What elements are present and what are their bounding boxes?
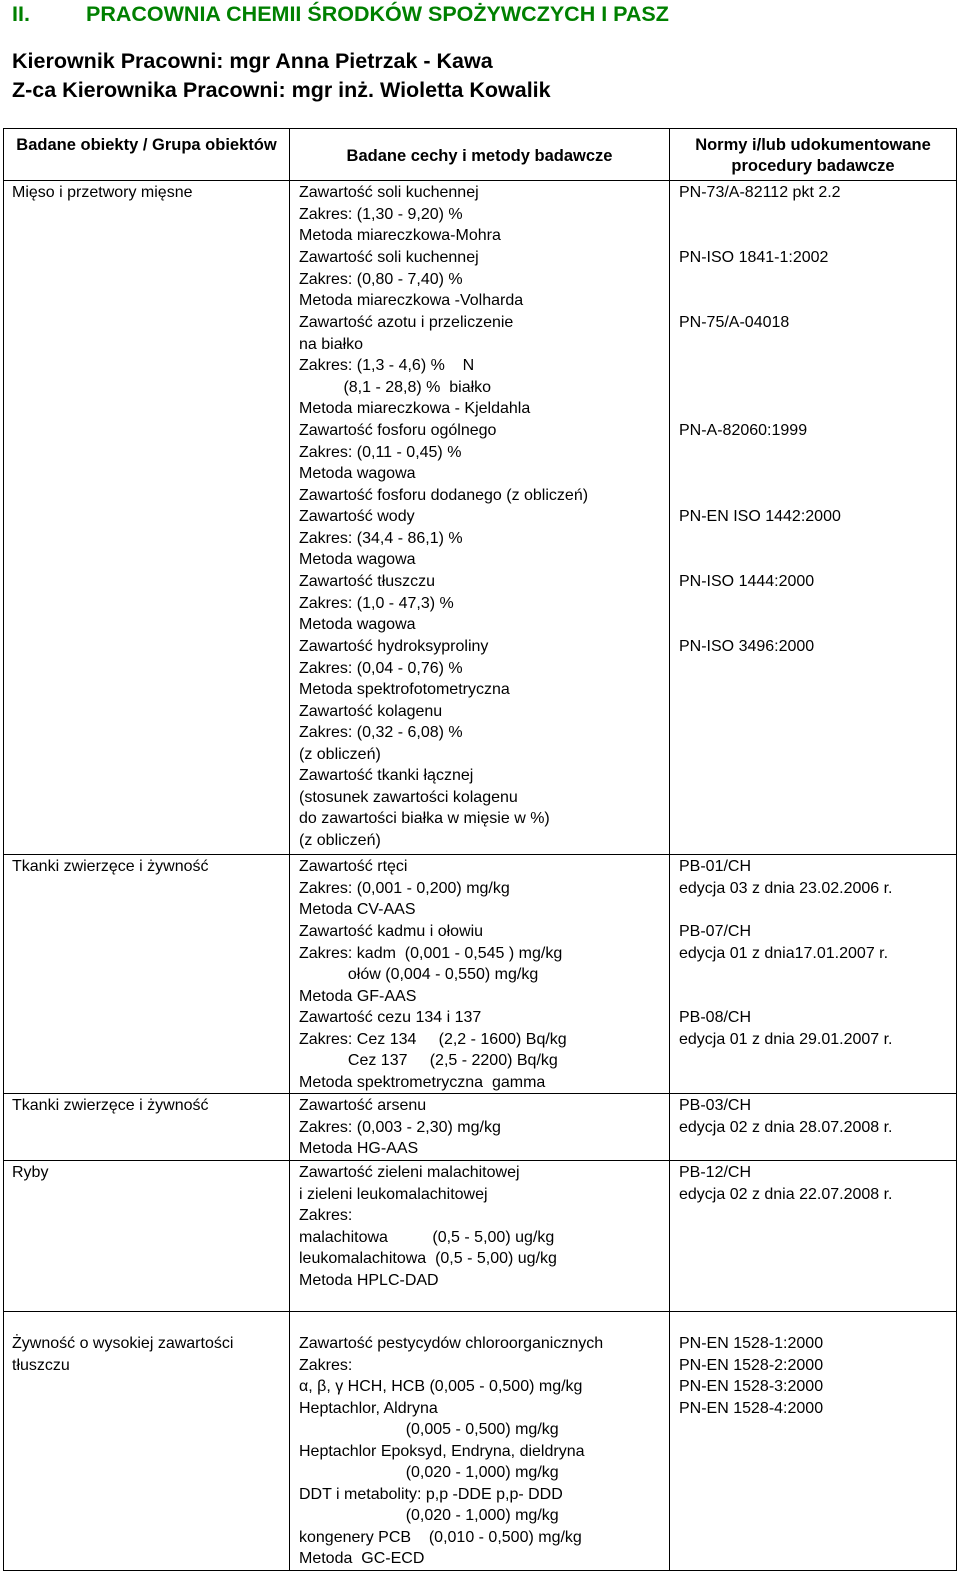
- object-name: Tkanki zwierzęce i żywność: [12, 858, 209, 875]
- method-entry: Zawartość soli kuchennej Zakres: (1,30 - 9,20) % Metoda miareczkowa-Mohra: [299, 184, 501, 244]
- lab-manager: Kierownik Pracowni: mgr Anna Pietrzak - Kawa: [12, 49, 493, 73]
- method-entry: Zawartość rtęci Zakres: (0,001 - 0,200) mg/kg Metoda CV-AAS: [299, 858, 510, 918]
- norm-entry: PN-ISO 3496:2000: [679, 638, 815, 655]
- method-cell: [290, 855, 670, 1094]
- norm-entry: PN-75/A-04018: [679, 314, 790, 331]
- table-row: [4, 1161, 957, 1312]
- norm-entry: PN-73/A-82112 pkt 2.2: [679, 184, 841, 201]
- methods-table: [3, 128, 957, 1571]
- object-cell: [4, 855, 290, 1094]
- norm-cell: [670, 1312, 957, 1571]
- header-norms: Normy i/lub udokumentowane procedury badawcze: [670, 129, 957, 181]
- method-entry: Zawartość cezu 134 i 137 Zakres: Cez 134 (2,2 - 1600) Bq/kg Cez 137 (2,5 - 2200) Bq/kg Metoda spektrometryczna gamma: [299, 1009, 567, 1091]
- method-entry: Zawartość soli kuchennej Zakres: (0,80 - 7,40) % Metoda miareczkowa -Volharda: [299, 249, 524, 309]
- method-entry: Zawartość zieleni malachitowej i zieleni leukomalachitowej Zakres: malachitowa (0,5 - 5,00) ug/kg leukomalachitowa (0,5 - 5,00) ug/kg Metoda HPLC-DAD: [299, 1164, 557, 1289]
- table-body: [4, 181, 957, 1571]
- method-entry: Zawartość tkanki łącznej (stosunek zawartości kolagenu do zawartości białka w mięsie w %) (z obliczeń): [299, 767, 550, 849]
- norm-entry: PN-ISO 1444:2000: [679, 573, 815, 590]
- section-number: II.: [12, 2, 30, 26]
- method-cell: [290, 1312, 670, 1571]
- section-title: PRACOWNIA CHEMII ŚRODKÓW SPOŻYWCZYCH I PASZ: [86, 2, 669, 26]
- norm-entry: PB-03/CH edycja 02 z dnia 28.07.2008 r.: [679, 1097, 893, 1136]
- table-header-row: [4, 129, 957, 181]
- method-cell: [290, 1094, 670, 1161]
- norm-entry: PB-08/CH edycja 01 z dnia 29.01.2007 r.: [679, 1009, 893, 1048]
- object-cell: [4, 181, 290, 855]
- norm-cell: [670, 1161, 957, 1312]
- norm-entry: PN-A-82060:1999: [679, 422, 808, 439]
- method-entry: Zawartość azotu i przeliczenie na białko Zakres: (1,3 - 4,6) % N (8,1 - 28,8) % białko Metoda miareczkowa - Kjeldahla: [299, 314, 531, 417]
- table-row: [4, 181, 957, 855]
- norm-entry: PB-01/CH edycja 03 z dnia 23.02.2006 r.: [679, 858, 893, 897]
- lab-deputy-manager: Z-ca Kierownika Pracowni: mgr inż. Wioletta Kowalik: [12, 78, 551, 102]
- object-cell: [4, 1161, 290, 1312]
- method-cell: [290, 181, 670, 855]
- object-cell: [4, 1094, 290, 1161]
- object-name: Tkanki zwierzęce i żywność: [12, 1097, 209, 1114]
- method-entry: Zawartość wody Zakres: (34,4 - 86,1) % Metoda wagowa: [299, 508, 463, 568]
- norm-cell: [670, 1094, 957, 1161]
- table-row: [4, 855, 957, 1094]
- table-row: [4, 1094, 957, 1161]
- method-entry: Zawartość tłuszczu Zakres: (1,0 - 47,3) % Metoda wagowa: [299, 573, 454, 633]
- norm-entry: PN-EN ISO 1442:2000: [679, 508, 841, 525]
- object-name: Żywność o wysokiej zawartości tłuszczu: [12, 1335, 234, 1374]
- object-name: Mięso i przetwory mięsne: [12, 184, 193, 201]
- method-entry: Zawartość hydroksyproliny Zakres: (0,04 - 0,76) % Metoda spektrofotometryczna Zawartość kolagenu Zakres: (0,32 - 6,08) % (z obliczeń): [299, 638, 510, 763]
- norm-entry: PB-07/CH edycja 01 z dnia17.01.2007 r.: [679, 923, 889, 962]
- method-entry: Zawartość arsenu Zakres: (0,003 - 2,30) mg/kg Metoda HG-AAS: [299, 1097, 501, 1157]
- norm-entry: PN-EN 1528-1:2000 PN-EN 1528-2:2000 PN-EN 1528-3:2000 PN-EN 1528-4:2000: [679, 1335, 824, 1417]
- norm-entry: PB-12/CH edycja 02 z dnia 22.07.2008 r.: [679, 1164, 893, 1203]
- norm-entry: PN-ISO 1841-1:2002: [679, 249, 829, 266]
- object-cell: [4, 1312, 290, 1571]
- method-entry: Zawartość kadmu i ołowiu Zakres: kadm (0,001 - 0,545 ) mg/kg ołów (0,004 - 0,550) mg/kg Metoda GF-AAS: [299, 923, 563, 1005]
- method-cell: [290, 1161, 670, 1312]
- section-heading: [12, 2, 669, 27]
- header-methods: Badane cechy i metody badawcze: [290, 129, 670, 181]
- norm-cell: [670, 855, 957, 1094]
- method-entry: Zawartość pestycydów chloroorganicznych Zakres: α, β, γ HCH, HCB (0,005 - 0,500) mg/kg Heptachlor, Aldryna (0,005 - 0,500) mg/kg Heptachlor Epoksyd, Endryna, dieldryna (0,020 - 1,000) mg/kg DDT i metabolity: p,p -DDE p,p- DDD (0,020 - 1,000) mg/kg kongenery PCB (0,010 - 0,500) mg/kg Metoda GC-ECD: [299, 1335, 604, 1567]
- method-entry: Zawartość fosforu ogólnego Zakres: (0,11 - 0,45) % Metoda wagowa Zawartość fosforu dodanego (z obliczeń): [299, 422, 589, 504]
- norm-entry: [679, 765, 956, 851]
- header-objects: Badane obiekty / Grupa obiektów: [4, 129, 290, 181]
- table-row: [4, 1312, 957, 1571]
- norm-cell: [670, 181, 957, 855]
- object-name: Ryby: [12, 1164, 49, 1181]
